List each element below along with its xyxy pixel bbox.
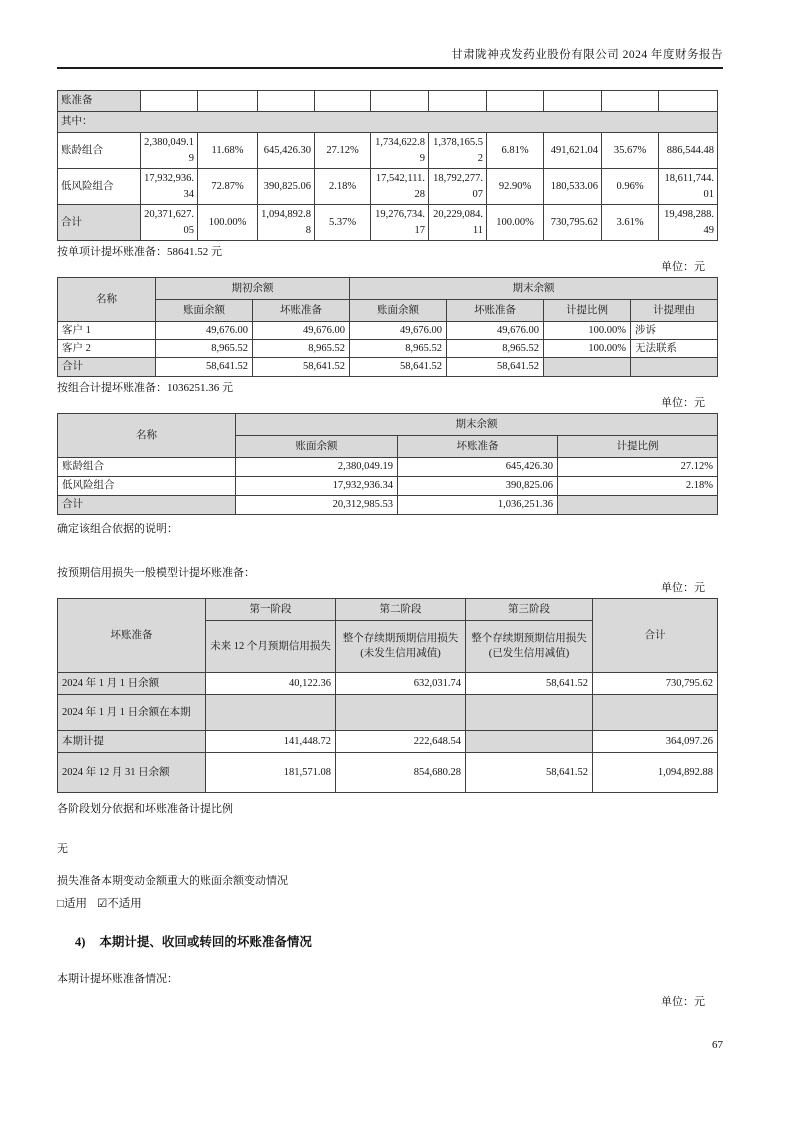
- table-cell: 19,276,734.17: [371, 205, 429, 241]
- table-row: [58, 133, 718, 169]
- table-cell: 632,031.74: [336, 672, 466, 694]
- table-row: [58, 300, 718, 322]
- table-cell: 20,312,985.53: [236, 495, 398, 514]
- table-row: [58, 495, 718, 514]
- table-cell: 8,965.52: [447, 340, 544, 358]
- header-or-label-cell: 名称: [58, 278, 156, 322]
- table-row: [58, 457, 718, 476]
- header-or-label-cell: 账准备: [58, 91, 141, 112]
- header-or-label-cell: 坏账准备: [253, 300, 350, 322]
- table-cell: 58,641.52: [350, 358, 447, 376]
- header-or-label-cell: 计提比例: [558, 435, 718, 457]
- table-row: [58, 358, 718, 376]
- header-or-label-cell: 其中：: [58, 112, 718, 133]
- table-cell: 100.00%: [198, 205, 258, 241]
- table-cell: 2,380,049.19: [236, 457, 398, 476]
- table-cell: 无法联系: [631, 340, 718, 358]
- table-cell: 17,542,111.28: [371, 169, 429, 205]
- table-row: [58, 752, 718, 792]
- table-cell: 35.67%: [602, 133, 659, 169]
- table-cell: 58,641.52: [447, 358, 544, 376]
- table-row: [58, 91, 718, 112]
- table-row: [58, 413, 718, 435]
- table-cell: 645,426.30: [258, 133, 315, 169]
- table-cell: [315, 91, 371, 112]
- table-cell: 40,122.36: [206, 672, 336, 694]
- note-combination-basis: 确定该组合依据的说明：: [57, 522, 178, 535]
- table-cell: 账龄组合: [58, 133, 141, 169]
- table-cell: 0.96%: [602, 169, 659, 205]
- table-cell: 491,621.04: [544, 133, 602, 169]
- header-or-label-cell: 期末余额: [236, 413, 718, 435]
- table-cell: [487, 91, 544, 112]
- table-row: [58, 672, 718, 694]
- header-or-label-cell: 坏账准备: [447, 300, 544, 322]
- table-cell: 58,641.52: [466, 672, 593, 694]
- table-row: [58, 322, 718, 340]
- header-or-label-cell: [466, 730, 593, 752]
- header-or-label-cell: [593, 694, 718, 730]
- table-cell: 141,448.72: [206, 730, 336, 752]
- header-or-label-cell: 账面余额: [156, 300, 253, 322]
- header-or-label-cell: [466, 694, 593, 730]
- checkbox-not-applicable: ☑不适用: [96, 897, 142, 910]
- note-significant-change: 损失准备本期变动金额重大的账面余额变动情况: [57, 874, 288, 887]
- table-cell: 17,932,936.34: [236, 476, 398, 495]
- header-or-label-cell: 第一阶段: [206, 598, 336, 620]
- table-cell: 20,371,627.05: [141, 205, 198, 241]
- table-cell: 11.68%: [198, 133, 258, 169]
- header-or-label-cell: 名称: [58, 413, 236, 457]
- header-or-label-cell: [631, 358, 718, 376]
- table-cell: [371, 91, 429, 112]
- table-cell: 180,533.06: [544, 169, 602, 205]
- table-row: [58, 278, 718, 300]
- header-or-label-cell: 整个存续期预期信用损失(未发生信用减值): [336, 620, 466, 672]
- header-or-label-cell: 计提比例: [544, 300, 631, 322]
- table-cell: 2.18%: [315, 169, 371, 205]
- table-cell: 1,378,165.52: [429, 133, 487, 169]
- table-cell: 100.00%: [544, 322, 631, 340]
- table-cell: 8,965.52: [253, 340, 350, 358]
- header-or-label-cell: 第三阶段: [466, 598, 593, 620]
- table-cell: 1,094,892.88: [593, 752, 718, 792]
- header-or-label-cell: 合计: [593, 598, 718, 672]
- table-row: [58, 205, 718, 241]
- section-title: 本期计提、收回或转回的坏账准备情况: [99, 934, 312, 949]
- table-cell: 49,676.00: [447, 322, 544, 340]
- header-or-label-cell: 账面余额: [350, 300, 447, 322]
- table-cell: 49,676.00: [253, 322, 350, 340]
- provision-combination-continued-table: [57, 90, 718, 241]
- table-cell: 181,571.08: [206, 752, 336, 792]
- table-cell: 49,676.00: [156, 322, 253, 340]
- individual-provision-table: [57, 277, 718, 377]
- table-cell: 886,544.48: [659, 133, 718, 169]
- header-or-label-cell: 2024 年 1 月 1 日余额: [58, 672, 206, 694]
- page-number: 67: [712, 1039, 723, 1051]
- table-row: [58, 476, 718, 495]
- table-cell: 17,932,936.34: [141, 169, 198, 205]
- table-cell: 27.12%: [558, 457, 718, 476]
- table-cell: 730,795.62: [593, 672, 718, 694]
- table-row: [58, 112, 718, 133]
- header-or-label-cell: [336, 694, 466, 730]
- table-cell: 390,825.06: [398, 476, 558, 495]
- header-or-label-cell: 本期计提: [58, 730, 206, 752]
- table-cell: [659, 91, 718, 112]
- table-cell: 58,641.52: [253, 358, 350, 376]
- table-row: [58, 598, 718, 620]
- table-cell: 72.87%: [198, 169, 258, 205]
- table-cell: 5.37%: [315, 205, 371, 241]
- table-cell: 222,648.54: [336, 730, 466, 752]
- report-header-title: 甘肃陇神戎发药业股份有限公司 2024 年度财务报告: [57, 47, 723, 69]
- table-cell: 8,965.52: [156, 340, 253, 358]
- unit-label: 单位：元: [661, 396, 705, 409]
- table-cell: 1,734,622.89: [371, 133, 429, 169]
- unit-label: 单位：元: [661, 261, 705, 273]
- table-cell: [429, 91, 487, 112]
- header-or-label-cell: 坏账准备: [58, 598, 206, 672]
- table-cell: 58,641.52: [156, 358, 253, 376]
- table-cell: 730,795.62: [544, 205, 602, 241]
- table-cell: 账龄组合: [58, 457, 236, 476]
- unit-label: 单位：元: [661, 581, 705, 594]
- table-cell: 645,426.30: [398, 457, 558, 476]
- table-row: [58, 340, 718, 358]
- note-group-provision: 按组合计提坏账准备：1036251.36 元: [57, 381, 233, 394]
- table-cell: 58,641.52: [466, 752, 593, 792]
- table-cell: 低风险组合: [58, 169, 141, 205]
- table-cell: 390,825.06: [258, 169, 315, 205]
- section-heading-4: [75, 931, 723, 953]
- table-cell: 364,097.26: [593, 730, 718, 752]
- table-cell: 100.00%: [487, 205, 544, 241]
- table-cell: 2.18%: [558, 476, 718, 495]
- table-cell: 27.12%: [315, 133, 371, 169]
- report-page: [57, 47, 723, 1010]
- table-cell: 客户 2: [58, 340, 156, 358]
- header-or-label-cell: 账面余额: [236, 435, 398, 457]
- header-or-label-cell: 期初余额: [156, 278, 350, 300]
- table-cell: 100.00%: [544, 340, 631, 358]
- table-cell: [602, 91, 659, 112]
- header-or-label-cell: [544, 358, 631, 376]
- table-cell: 1,036,251.36: [398, 495, 558, 514]
- table-cell: [544, 91, 602, 112]
- header-or-label-cell: 整个存续期预期信用损失(已发生信用减值): [466, 620, 593, 672]
- note-ecl-model: 按预期信用损失一般模型计提坏账准备：: [57, 566, 255, 579]
- table-cell: 2,380,049.19: [141, 133, 198, 169]
- table-cell: 18,792,277.07: [429, 169, 487, 205]
- header-or-label-cell: 2024 年 12 月 31 日余额: [58, 752, 206, 792]
- ecl-stages-table: [57, 598, 718, 793]
- header-or-label-cell: [558, 495, 718, 514]
- header-or-label-cell: 计提理由: [631, 300, 718, 322]
- table-cell: 18,611,744.01: [659, 169, 718, 205]
- header-or-label-cell: 未来 12 个月预期信用损失: [206, 620, 336, 672]
- table-cell: 49,676.00: [350, 322, 447, 340]
- header-or-label-cell: 合计: [58, 205, 141, 241]
- note-current-provision: 本期计提坏账准备情况：: [57, 972, 178, 985]
- table-row: [58, 694, 718, 730]
- table-cell: 6.81%: [487, 133, 544, 169]
- table-cell: [198, 91, 258, 112]
- table-cell: 20,229,084.11: [429, 205, 487, 241]
- table-row: [58, 730, 718, 752]
- header-or-label-cell: 期末余额: [350, 278, 718, 300]
- header-or-label-cell: 合计: [58, 358, 156, 376]
- table-cell: 3.61%: [602, 205, 659, 241]
- header-or-label-cell: 2024 年 1 月 1 日余额在本期: [58, 694, 206, 730]
- table-cell: [141, 91, 198, 112]
- table-cell: 涉诉: [631, 322, 718, 340]
- checkbox-applicable: □适用: [57, 897, 87, 910]
- unit-label: 单位：元: [661, 995, 705, 1008]
- table-cell: 客户 1: [58, 322, 156, 340]
- table-cell: 92.90%: [487, 169, 544, 205]
- note-individual-provision: 按单项计提坏账准备：58641.52 元: [57, 246, 222, 258]
- table-cell: 8,965.52: [350, 340, 447, 358]
- header-or-label-cell: 坏账准备: [398, 435, 558, 457]
- note-stage-basis: 各阶段划分依据和坏账准备计提比例: [57, 802, 233, 815]
- table-cell: 低风险组合: [58, 476, 236, 495]
- group-provision-table: [57, 413, 718, 515]
- table-cell: 854,680.28: [336, 752, 466, 792]
- table-row: [58, 169, 718, 205]
- table-cell: 1,094,892.88: [258, 205, 315, 241]
- header-or-label-cell: 合计: [58, 495, 236, 514]
- section-number: 4): [75, 934, 86, 949]
- header-or-label-cell: 第二阶段: [336, 598, 466, 620]
- table-cell: [258, 91, 315, 112]
- note-none: 无: [57, 842, 68, 855]
- applicability-checkboxes: [57, 895, 723, 911]
- table-cell: 19,498,288.49: [659, 205, 718, 241]
- header-or-label-cell: [206, 694, 336, 730]
